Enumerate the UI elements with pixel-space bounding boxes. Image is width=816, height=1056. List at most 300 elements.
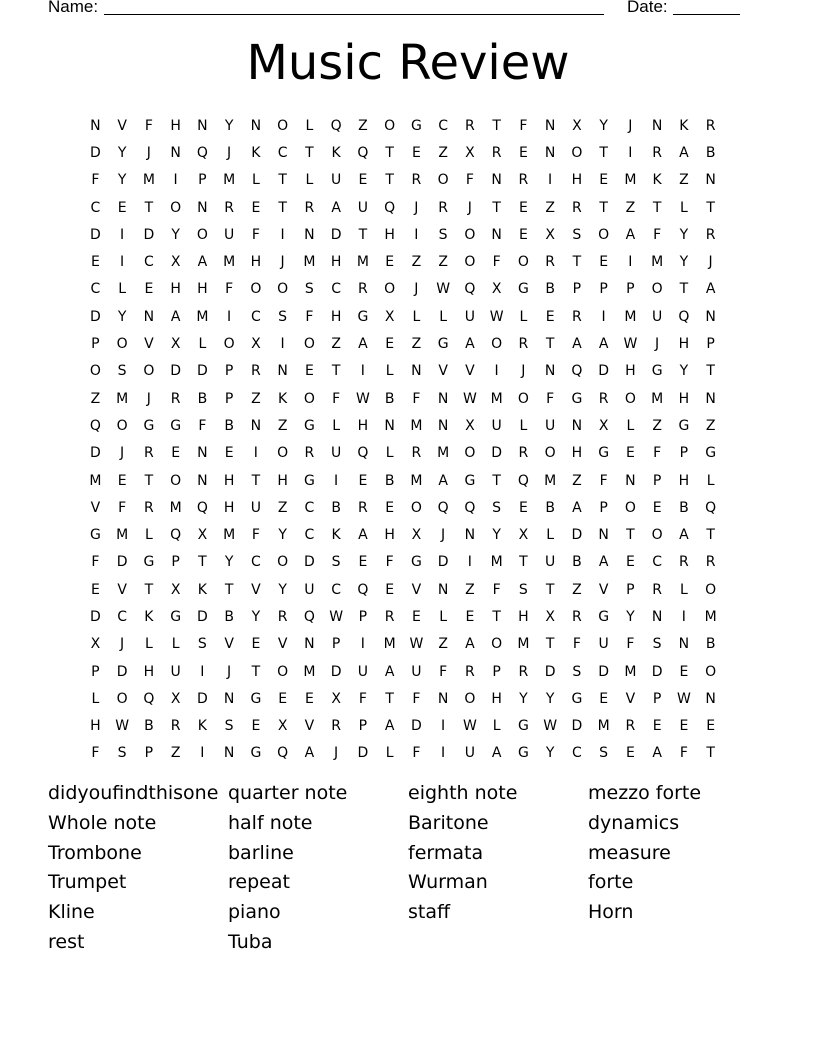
grid-cell[interactable]: J — [146, 144, 151, 161]
grid-cell[interactable]: S — [572, 663, 582, 680]
grid-cell[interactable]: E — [545, 308, 555, 325]
grid-cell[interactable]: E — [358, 472, 368, 489]
grid-cell[interactable]: P — [706, 336, 715, 353]
grid-cell[interactable]: L — [385, 445, 394, 462]
grid-cell[interactable]: T — [599, 144, 608, 161]
grid-cell[interactable]: O — [705, 581, 717, 598]
grid-cell[interactable]: Z — [438, 636, 448, 653]
grid-cell[interactable]: D — [303, 554, 315, 571]
grid-cell[interactable]: T — [492, 117, 501, 134]
grid-cell[interactable]: Q — [517, 472, 529, 489]
grid-cell[interactable]: B — [545, 281, 555, 298]
grid-cell[interactable]: O — [491, 336, 503, 353]
grid-cell[interactable]: D — [196, 690, 208, 707]
grid-cell[interactable]: L — [171, 636, 180, 653]
grid-cell[interactable]: N — [678, 636, 690, 653]
grid-cell[interactable]: G — [517, 718, 529, 735]
grid-cell[interactable]: Y — [117, 172, 127, 189]
grid-cell[interactable]: O — [491, 636, 503, 653]
grid-cell[interactable]: M — [223, 254, 236, 271]
grid-cell[interactable]: T — [599, 199, 608, 216]
grid-cell[interactable]: Q — [571, 363, 583, 380]
grid-cell[interactable]: N — [625, 472, 636, 489]
grid-cell[interactable]: V — [277, 636, 288, 653]
grid-cell[interactable]: I — [467, 554, 472, 571]
grid-cell[interactable]: T — [545, 581, 555, 598]
grid-cell[interactable]: I — [280, 336, 285, 353]
grid-cell[interactable]: I — [681, 608, 686, 625]
grid-cell[interactable]: Z — [705, 417, 716, 434]
grid-cell[interactable]: C — [277, 144, 288, 161]
grid-cell[interactable]: E — [358, 554, 368, 571]
grid-cell[interactable]: V — [411, 581, 422, 598]
grid-cell[interactable]: M — [490, 554, 503, 571]
grid-cell[interactable]: C — [304, 499, 315, 516]
grid-cell[interactable]: N — [250, 417, 262, 434]
grid-cell[interactable]: C — [250, 308, 261, 325]
grid-cell[interactable]: M — [116, 390, 129, 407]
grid-cell[interactable]: R — [518, 336, 529, 353]
grid-cell[interactable]: E — [358, 172, 368, 189]
grid-cell[interactable]: E — [518, 499, 528, 516]
grid-cell[interactable]: L — [385, 745, 394, 762]
grid-cell[interactable]: T — [679, 281, 689, 298]
grid-cell[interactable]: F — [492, 581, 501, 598]
grid-cell[interactable]: B — [224, 417, 234, 434]
grid-cell[interactable]: R — [384, 608, 395, 625]
grid-cell[interactable]: J — [227, 663, 232, 680]
grid-cell[interactable]: B — [384, 390, 395, 407]
grid-cell[interactable]: Y — [626, 608, 635, 625]
grid-cell[interactable]: X — [545, 608, 555, 625]
grid-cell[interactable]: D — [544, 663, 556, 680]
grid-cell[interactable]: Q — [89, 417, 101, 434]
grid-cell[interactable]: R — [705, 226, 716, 243]
grid-cell[interactable]: J — [280, 254, 285, 271]
grid-cell[interactable]: V — [117, 581, 127, 598]
grid-cell[interactable]: K — [331, 527, 341, 544]
grid-cell[interactable]: L — [118, 281, 127, 298]
grid-cell[interactable]: W — [676, 690, 691, 707]
grid-cell[interactable]: S — [278, 308, 288, 325]
grid-cell[interactable]: T — [198, 554, 207, 571]
grid-cell[interactable]: T — [545, 336, 555, 353]
grid-cell[interactable]: G — [89, 527, 101, 544]
grid-cell[interactable]: D — [437, 554, 449, 571]
grid-cell[interactable]: X — [572, 117, 582, 134]
grid-cell[interactable]: C — [652, 554, 663, 571]
grid-cell[interactable]: T — [706, 199, 715, 216]
grid-cell[interactable]: E — [117, 199, 127, 216]
grid-cell[interactable]: R — [411, 445, 422, 462]
grid-cell[interactable]: C — [250, 554, 261, 571]
grid-cell[interactable]: D — [357, 745, 369, 762]
grid-cell[interactable]: N — [491, 226, 502, 243]
grid-cell[interactable]: G — [170, 417, 182, 434]
grid-cell[interactable]: S — [518, 581, 528, 598]
grid-cell[interactable]: J — [521, 363, 526, 380]
grid-cell[interactable]: I — [120, 254, 125, 271]
grid-cell[interactable]: W — [462, 390, 477, 407]
grid-cell[interactable]: H — [170, 117, 181, 134]
grid-cell[interactable]: H — [571, 445, 583, 462]
grid-cell[interactable]: F — [91, 745, 100, 762]
grid-cell[interactable]: B — [705, 144, 716, 161]
grid-cell[interactable]: M — [383, 636, 396, 653]
grid-cell[interactable]: H — [223, 499, 235, 516]
grid-cell[interactable]: E — [385, 499, 395, 516]
grid-cell[interactable]: R — [224, 199, 234, 216]
grid-cell[interactable]: A — [358, 336, 368, 353]
grid-cell[interactable]: S — [438, 226, 448, 243]
grid-cell[interactable]: Y — [679, 226, 689, 243]
grid-cell[interactable]: J — [628, 117, 633, 134]
grid-cell[interactable]: U — [357, 663, 368, 680]
grid-cell[interactable]: V — [598, 581, 609, 598]
grid-cell[interactable]: H — [518, 608, 529, 625]
grid-cell[interactable]: E — [385, 254, 395, 271]
grid-cell[interactable]: F — [519, 117, 528, 134]
grid-cell[interactable]: O — [250, 281, 262, 298]
grid-cell[interactable]: Z — [277, 417, 288, 434]
grid-cell[interactable]: H — [571, 172, 583, 189]
grid-cell[interactable]: U — [331, 445, 342, 462]
grid-cell[interactable]: G — [517, 281, 529, 298]
grid-cell[interactable]: H — [170, 281, 181, 298]
grid-cell[interactable]: P — [224, 363, 234, 380]
grid-cell[interactable]: F — [251, 226, 260, 243]
grid-cell[interactable]: J — [334, 745, 339, 762]
grid-cell[interactable]: S — [117, 745, 127, 762]
grid-cell[interactable]: H — [625, 363, 636, 380]
grid-cell[interactable]: N — [170, 144, 181, 161]
grid-cell[interactable]: F — [492, 254, 501, 271]
grid-cell[interactable]: X — [197, 527, 208, 544]
grid-cell[interactable]: T — [652, 199, 662, 216]
grid-cell[interactable]: N — [491, 172, 502, 189]
grid-cell[interactable]: K — [331, 144, 341, 161]
grid-cell[interactable]: Z — [170, 745, 181, 762]
grid-cell[interactable]: O — [143, 363, 155, 380]
grid-cell[interactable]: I — [548, 172, 553, 189]
grid-cell[interactable]: U — [598, 636, 609, 653]
grid-cell[interactable]: E — [304, 363, 314, 380]
grid-cell[interactable]: H — [143, 663, 155, 680]
grid-cell[interactable]: C — [90, 199, 101, 216]
grid-cell[interactable]: I — [227, 308, 232, 325]
grid-cell[interactable]: C — [90, 281, 101, 298]
grid-cell[interactable]: Q — [196, 499, 208, 516]
grid-cell[interactable]: T — [278, 199, 287, 216]
grid-cell[interactable]: F — [91, 554, 100, 571]
grid-cell[interactable]: M — [651, 254, 664, 271]
grid-cell[interactable]: E — [90, 254, 100, 271]
grid-cell[interactable]: U — [250, 499, 261, 516]
grid-cell[interactable]: H — [197, 281, 208, 298]
grid-cell[interactable]: N — [304, 226, 315, 243]
grid-cell[interactable]: I — [280, 226, 285, 243]
grid-cell[interactable]: H — [678, 336, 690, 353]
grid-cell[interactable]: P — [331, 636, 341, 653]
grid-cell[interactable]: R — [170, 718, 181, 735]
grid-cell[interactable]: N — [197, 117, 208, 134]
grid-cell[interactable]: H — [330, 254, 342, 271]
grid-cell[interactable]: X — [465, 417, 475, 434]
grid-cell[interactable]: R — [411, 172, 422, 189]
grid-cell[interactable]: D — [196, 608, 208, 625]
grid-cell[interactable]: W — [436, 281, 451, 298]
grid-cell[interactable]: E — [251, 636, 261, 653]
grid-cell[interactable]: I — [441, 745, 446, 762]
grid-cell[interactable]: P — [652, 472, 662, 489]
grid-cell[interactable]: E — [171, 445, 181, 462]
grid-cell[interactable]: I — [601, 308, 606, 325]
grid-cell[interactable]: H — [491, 690, 502, 707]
grid-cell[interactable]: D — [116, 663, 128, 680]
grid-cell[interactable]: M — [356, 254, 369, 271]
grid-cell[interactable]: V — [117, 117, 127, 134]
grid-cell[interactable]: J — [120, 445, 125, 462]
grid-cell[interactable]: N — [705, 172, 716, 189]
grid-cell[interactable]: V — [465, 363, 475, 380]
grid-cell[interactable]: C — [117, 608, 128, 625]
grid-cell[interactable]: P — [679, 445, 689, 462]
grid-cell[interactable]: T — [251, 663, 261, 680]
grid-cell[interactable]: T — [385, 172, 394, 189]
grid-cell[interactable]: T — [331, 363, 341, 380]
grid-cell[interactable]: V — [438, 363, 448, 380]
grid-cell[interactable]: K — [144, 608, 154, 625]
grid-cell[interactable]: N — [411, 363, 422, 380]
grid-cell[interactable]: I — [414, 226, 419, 243]
grid-cell[interactable]: T — [144, 581, 154, 598]
grid-cell[interactable]: N — [250, 117, 262, 134]
grid-cell[interactable]: D — [196, 363, 208, 380]
grid-cell[interactable]: G — [571, 390, 583, 407]
grid-cell[interactable]: U — [545, 554, 556, 571]
grid-cell[interactable]: U — [304, 581, 315, 598]
grid-cell[interactable]: U — [652, 308, 663, 325]
grid-cell[interactable]: N — [437, 690, 449, 707]
grid-cell[interactable]: F — [305, 308, 314, 325]
grid-cell[interactable]: R — [705, 117, 716, 134]
grid-cell[interactable]: G — [303, 472, 315, 489]
grid-cell[interactable]: Z — [545, 199, 555, 216]
grid-cell[interactable]: M — [437, 445, 450, 462]
date-field[interactable] — [673, 0, 740, 15]
grid-cell[interactable]: E — [599, 254, 609, 271]
grid-cell[interactable]: B — [197, 390, 208, 407]
grid-cell[interactable]: J — [414, 199, 419, 216]
grid-cell[interactable]: B — [144, 718, 154, 735]
grid-cell[interactable]: T — [278, 172, 287, 189]
grid-cell[interactable]: I — [173, 172, 178, 189]
grid-cell[interactable]: Q — [464, 499, 476, 516]
grid-cell[interactable]: T — [492, 608, 501, 625]
grid-cell[interactable]: E — [599, 690, 609, 707]
grid-cell[interactable]: Q — [705, 499, 717, 516]
grid-cell[interactable]: G — [357, 308, 369, 325]
grid-cell[interactable]: N — [705, 308, 716, 325]
grid-cell[interactable]: O — [116, 336, 128, 353]
grid-cell[interactable]: A — [625, 226, 636, 243]
grid-cell[interactable]: S — [492, 499, 502, 516]
grid-cell[interactable]: G — [143, 554, 155, 571]
grid-cell[interactable]: O — [464, 254, 476, 271]
grid-cell[interactable]: Y — [278, 527, 287, 544]
grid-cell[interactable]: Y — [278, 581, 287, 598]
grid-cell[interactable]: M — [651, 390, 664, 407]
grid-cell[interactable]: F — [412, 745, 421, 762]
grid-cell[interactable]: W — [623, 336, 638, 353]
grid-cell[interactable]: O — [544, 445, 556, 462]
grid-cell[interactable]: V — [144, 336, 154, 353]
grid-cell[interactable]: P — [91, 336, 100, 353]
grid-cell[interactable]: N — [223, 745, 235, 762]
grid-cell[interactable]: Z — [90, 390, 101, 407]
grid-cell[interactable]: P — [91, 663, 100, 680]
grid-cell[interactable]: H — [678, 390, 690, 407]
grid-cell[interactable]: D — [598, 363, 610, 380]
grid-cell[interactable]: L — [91, 690, 100, 707]
grid-cell[interactable]: N — [544, 144, 556, 161]
grid-cell[interactable]: A — [304, 745, 315, 762]
grid-cell[interactable]: O — [384, 117, 396, 134]
grid-cell[interactable]: X — [170, 254, 181, 271]
grid-cell[interactable]: E — [599, 172, 609, 189]
grid-cell[interactable]: O — [464, 690, 476, 707]
grid-cell[interactable]: L — [546, 527, 555, 544]
grid-cell[interactable]: Y — [545, 690, 555, 707]
grid-cell[interactable]: F — [412, 690, 421, 707]
grid-cell[interactable]: M — [169, 499, 182, 516]
grid-cell[interactable]: L — [332, 417, 341, 434]
grid-cell[interactable]: O — [277, 117, 289, 134]
grid-cell[interactable]: F — [626, 636, 635, 653]
grid-cell[interactable]: D — [571, 527, 583, 544]
grid-cell[interactable]: F — [332, 390, 341, 407]
grid-cell[interactable]: W — [115, 718, 130, 735]
grid-cell[interactable]: T — [358, 226, 368, 243]
grid-cell[interactable]: L — [519, 308, 528, 325]
grid-cell[interactable]: B — [705, 636, 716, 653]
grid-cell[interactable]: D — [330, 663, 342, 680]
grid-cell[interactable]: T — [706, 363, 715, 380]
grid-cell[interactable]: T — [626, 527, 635, 544]
grid-cell[interactable]: X — [491, 281, 502, 298]
grid-cell[interactable]: D — [89, 308, 101, 325]
grid-cell[interactable]: S — [599, 745, 609, 762]
grid-cell[interactable]: C — [143, 254, 154, 271]
grid-cell[interactable]: E — [411, 144, 421, 161]
grid-cell[interactable]: X — [411, 527, 422, 544]
grid-cell[interactable]: L — [492, 718, 501, 735]
grid-cell[interactable]: R — [705, 554, 716, 571]
grid-cell[interactable]: B — [331, 499, 341, 516]
grid-cell[interactable]: Y — [117, 308, 127, 325]
grid-cell[interactable]: A — [652, 745, 662, 762]
grid-cell[interactable]: O — [277, 663, 289, 680]
grid-cell[interactable]: R — [144, 499, 154, 516]
grid-cell[interactable]: O — [517, 254, 529, 271]
grid-cell[interactable]: X — [384, 308, 395, 325]
grid-cell[interactable]: N — [277, 363, 288, 380]
grid-cell[interactable]: O — [571, 144, 583, 161]
grid-cell[interactable]: N — [651, 117, 663, 134]
grid-cell[interactable]: G — [678, 417, 690, 434]
grid-cell[interactable]: E — [465, 608, 475, 625]
grid-cell[interactable]: J — [467, 199, 472, 216]
grid-cell[interactable]: Q — [143, 690, 155, 707]
grid-cell[interactable]: X — [598, 417, 609, 434]
grid-cell[interactable]: Q — [330, 117, 342, 134]
grid-cell[interactable]: R — [438, 199, 448, 216]
grid-cell[interactable]: P — [599, 281, 608, 298]
grid-cell[interactable]: X — [518, 527, 529, 544]
grid-cell[interactable]: N — [544, 363, 556, 380]
grid-cell[interactable]: U — [464, 308, 475, 325]
grid-cell[interactable]: N — [464, 527, 476, 544]
grid-cell[interactable]: O — [624, 390, 636, 407]
grid-cell[interactable]: G — [143, 417, 155, 434]
grid-cell[interactable]: D — [571, 718, 583, 735]
grid-cell[interactable]: M — [196, 308, 209, 325]
grid-cell[interactable]: I — [441, 718, 446, 735]
grid-cell[interactable]: Q — [196, 144, 208, 161]
grid-cell[interactable]: N — [598, 527, 609, 544]
grid-cell[interactable]: O — [303, 390, 315, 407]
grid-cell[interactable]: B — [572, 554, 582, 571]
grid-cell[interactable]: F — [225, 281, 234, 298]
grid-cell[interactable]: C — [331, 281, 342, 298]
grid-cell[interactable]: K — [197, 718, 207, 735]
grid-cell[interactable]: F — [358, 690, 367, 707]
grid-cell[interactable]: N — [304, 636, 315, 653]
grid-cell[interactable]: O — [277, 281, 289, 298]
grid-cell[interactable]: L — [198, 336, 207, 353]
grid-cell[interactable]: P — [626, 281, 635, 298]
grid-cell[interactable]: O — [651, 281, 663, 298]
grid-cell[interactable]: E — [679, 663, 689, 680]
grid-cell[interactable]: H — [330, 308, 342, 325]
grid-cell[interactable]: F — [198, 417, 207, 434]
grid-cell[interactable]: A — [679, 527, 689, 544]
grid-cell[interactable]: Q — [437, 499, 449, 516]
grid-cell[interactable]: B — [679, 499, 689, 516]
grid-cell[interactable]: O — [303, 336, 315, 353]
grid-cell[interactable]: J — [414, 281, 419, 298]
grid-cell[interactable]: C — [438, 117, 449, 134]
grid-cell[interactable]: S — [331, 554, 341, 571]
grid-cell[interactable]: O — [517, 390, 529, 407]
grid-cell[interactable]: Z — [277, 499, 288, 516]
grid-cell[interactable]: A — [331, 199, 341, 216]
grid-cell[interactable]: R — [572, 608, 582, 625]
grid-cell[interactable]: G — [437, 336, 449, 353]
grid-cell[interactable]: P — [358, 608, 368, 625]
grid-cell[interactable]: G — [571, 690, 583, 707]
grid-cell[interactable]: Z — [438, 144, 448, 161]
grid-cell[interactable]: L — [144, 527, 153, 544]
grid-cell[interactable]: R — [518, 663, 529, 680]
grid-cell[interactable]: O — [410, 499, 422, 516]
grid-cell[interactable]: P — [599, 499, 608, 516]
grid-cell[interactable]: F — [679, 745, 688, 762]
grid-cell[interactable]: I — [628, 254, 633, 271]
grid-cell[interactable]: A — [598, 336, 609, 353]
grid-cell[interactable]: Y — [224, 554, 234, 571]
grid-cell[interactable]: E — [706, 718, 716, 735]
